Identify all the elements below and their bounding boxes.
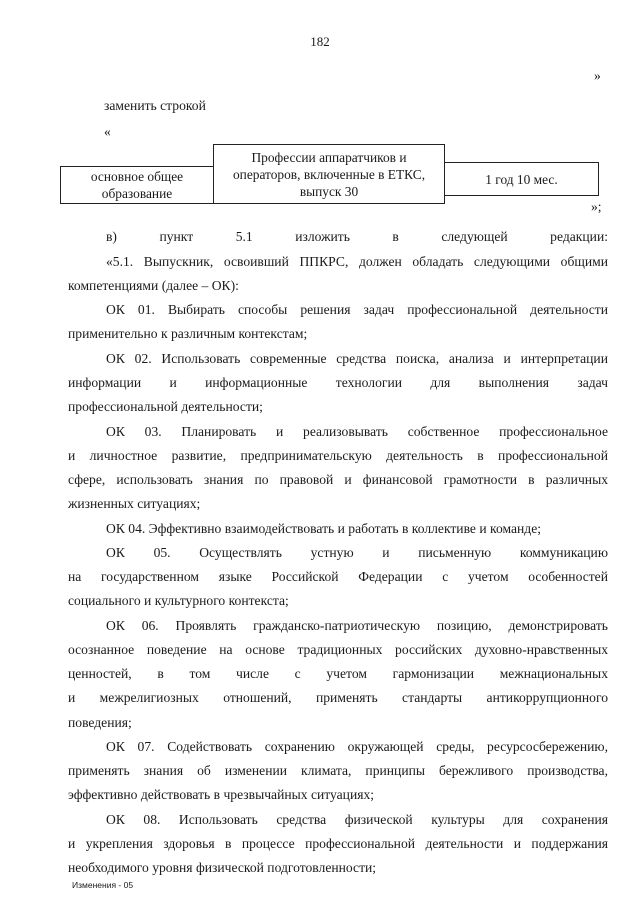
body-line: «5.1. Выпускник, освоивший ППКРС, должен обладать следующими общими <box>106 254 608 269</box>
body-line: и личностное развитие, предпринимательскую деятельность в профессиональной <box>68 448 608 463</box>
cell-text-line: образование <box>101 186 173 201</box>
body-line: на государственном языке Российской Федерации с учетом особенностей <box>68 569 608 584</box>
body-line: ОК 03. Планировать и реализовывать собственное профессиональное <box>106 424 608 439</box>
cell-text-line: 1 год 10 мес. <box>485 171 558 187</box>
body-line: необходимого уровня физической подготовленности; <box>68 860 377 875</box>
body-line: ОК 04. Эффективно взаимодействовать и работать в коллективе и команде; <box>106 521 542 536</box>
body-line: и укрепления здоровья в процессе профессиональной деятельности и поддержания <box>68 836 608 851</box>
opening-quote: « <box>104 124 111 139</box>
cell-text-line: основное общее <box>90 169 184 184</box>
table-cell-professions <box>213 144 445 204</box>
body-line: жизненных ситуациях; <box>68 496 201 511</box>
table-cell-education <box>60 166 214 204</box>
body-line: и межрелигиозных отношений, применять стандарты антикоррупционного <box>68 690 608 705</box>
closing-quote-top: » <box>594 68 601 83</box>
body-line: эффективно действовать в чрезвычайных ситуациях; <box>68 787 375 802</box>
body-line: применительно к различным контекстам; <box>68 326 308 341</box>
body-line: социального и культурного контекста; <box>68 593 289 608</box>
body-line: информации и информационные технологии для выполнения задач <box>68 375 608 390</box>
body-line: ОК 02. Использовать современные средства поиска, анализа и интерпретации <box>106 351 608 366</box>
body-line: профессиональной деятельности; <box>68 399 263 414</box>
footer-note: Изменения - 05 <box>72 880 134 890</box>
cell-text-line: выпуск 30 <box>299 183 359 199</box>
cell-text-line: операторов, включенные в ЕТКС, <box>232 166 426 182</box>
table-cell-duration <box>444 162 599 196</box>
closing-quote-table: »; <box>591 199 602 214</box>
body-line: ОК 06. Проявлять гражданско-патриотическую позицию, демонстрировать <box>106 618 608 633</box>
body-line: сфере, использовать знания по правовой и финансовой грамотности в различных <box>68 472 608 487</box>
body-line: поведения; <box>68 715 132 730</box>
body-line: ОК 01. Выбирать способы решения задач профессиональной деятельности <box>106 302 608 317</box>
body-line: применять знания об изменении климата, принципы бережливого производства, <box>68 763 608 778</box>
body-line: ОК 05. Осуществлять устную и письменную коммуникацию <box>106 545 608 560</box>
body-line: осознанное поведение на основе традиционных российских духовно-нравственных <box>68 642 608 657</box>
cell-text-line: Профессии аппаратчиков и <box>251 149 407 165</box>
body-line: ОК 07. Содействовать сохранению окружающей среды, ресурсосбережению, <box>106 739 608 754</box>
body-line: ценностей, в том числе с учетом гармонизации межнациональных <box>68 666 608 681</box>
replace-instruction: заменить строкой <box>104 98 206 113</box>
body-line: ОК 08. Использовать средства физической культуры для сохранения <box>106 812 608 827</box>
body-line: в) пункт 5.1 изложить в следующей редакции: <box>106 229 608 244</box>
body-line: компетенциями (далее – ОК): <box>68 278 239 293</box>
page-number: 182 <box>310 34 330 49</box>
